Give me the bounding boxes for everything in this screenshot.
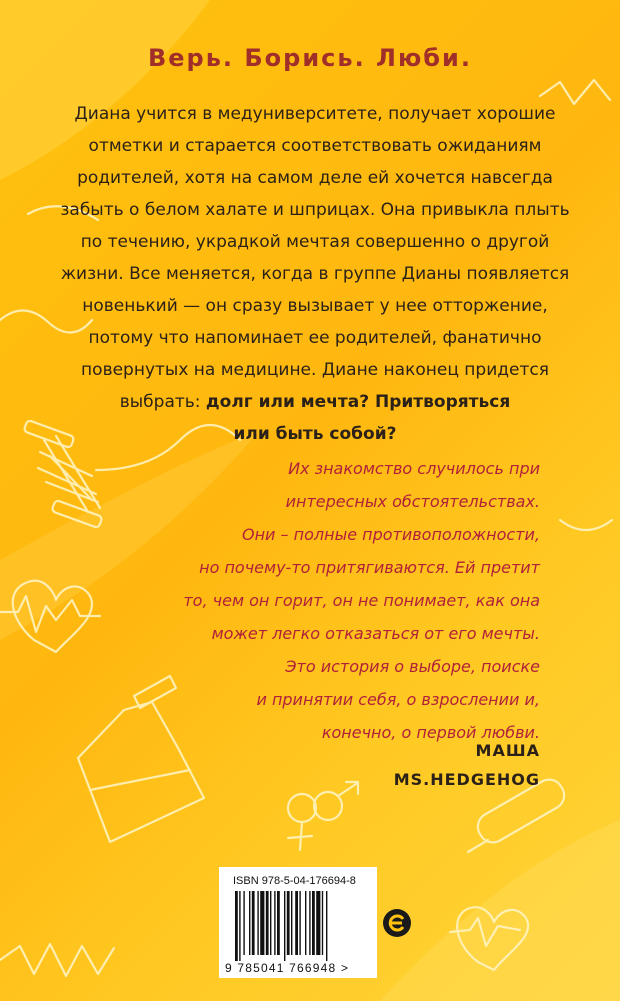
quote-line: Они – полные противоположности,: [242, 525, 540, 544]
isbn-text: ISBN 978-5-04-176694-8: [233, 875, 356, 887]
barcode-bar: [316, 891, 320, 955]
barcode-bar: [284, 891, 285, 961]
barcode-bar: [305, 891, 306, 955]
blurb-line: отметки и старается соответствовать ожиданиям: [88, 136, 542, 156]
blurb-line: [48, 386, 582, 418]
author-name: [394, 736, 540, 794]
quote-block: [110, 452, 540, 749]
author-pen-name: MS.HEDGEHOG: [393, 770, 540, 789]
blurb-line-plain: выбрать:: [119, 392, 206, 412]
barcode-bar: [274, 891, 275, 955]
barcode-bar: [291, 891, 292, 955]
barcode-bar: [326, 891, 327, 961]
quote-line: Их знакомство случилось при: [288, 459, 540, 478]
blurb-line: новенький — он сразу вызывает у нее отторжение,: [82, 296, 548, 316]
barcode-bar: [249, 891, 250, 955]
quote-line: но почему-то притягиваются. Ей претит: [199, 558, 540, 577]
quote-line: Это история о выборе, поиске: [285, 657, 540, 676]
quote-line: интересных обстоятельствах.: [285, 492, 540, 511]
light-swoosh: [380, 820, 620, 1001]
blurb-line: жизни. Все меняется, когда в группе Дианы появляется: [60, 264, 570, 284]
barcode-bar: [299, 891, 300, 955]
barcode-bar: [252, 891, 255, 955]
barcode-image: [235, 891, 363, 961]
blurb-line: родителей, хотя на самом деле ей хочется навсегда: [77, 168, 553, 188]
barcode-bar: [322, 891, 323, 955]
quote-line: конечно, о первой любви.: [321, 723, 540, 742]
barcode-bar: [239, 891, 240, 961]
quote-line: и принятии себя, о взрослении и,: [256, 690, 540, 709]
barcode-panel: [219, 867, 377, 978]
blurb-line: потому что напоминает ее родителей, фанатично: [88, 328, 542, 348]
blurb-question: долг или мечта? Притворяться: [205, 392, 511, 412]
book-blurb: [48, 98, 582, 450]
gender-symbols-icon: [288, 782, 358, 850]
barcode-bar: [295, 891, 298, 955]
barcode-bar: [260, 891, 264, 955]
publisher-logo-icon: [382, 908, 412, 938]
barcode-bar: [257, 891, 258, 955]
blurb-line: по течению, украдкой мечтая совершенно о другой: [80, 232, 550, 252]
barcode-bar: [312, 891, 315, 955]
quote-line: то, чем он горит, он не понимает, как она: [183, 591, 540, 610]
barcode-bar: [243, 891, 244, 955]
barcode-bar: [235, 891, 238, 961]
author-first-name: МАША: [475, 741, 540, 760]
blurb-line: повернутых на медицине. Диане наконец придется: [81, 360, 549, 380]
blurb-line: забыть о белом халате и шприцах. Она привыкла плыть: [60, 200, 570, 220]
barcode-bar: [287, 891, 290, 955]
barcode-bar: [309, 891, 310, 955]
book-tagline: Верь. Борись. Люби.: [147, 44, 472, 72]
blurb-question-end: или быть собой?: [233, 424, 397, 444]
barcode-bar: [270, 891, 271, 955]
barcode-bar: [277, 891, 280, 955]
barcode-number: 9 785041 766948 >: [225, 961, 350, 975]
quote-line: может легко отказаться от его мечты.: [211, 624, 540, 643]
blurb-line: Диана учится в медуниверситете, получает хорошие: [74, 104, 556, 124]
barcode-bar: [266, 891, 269, 955]
